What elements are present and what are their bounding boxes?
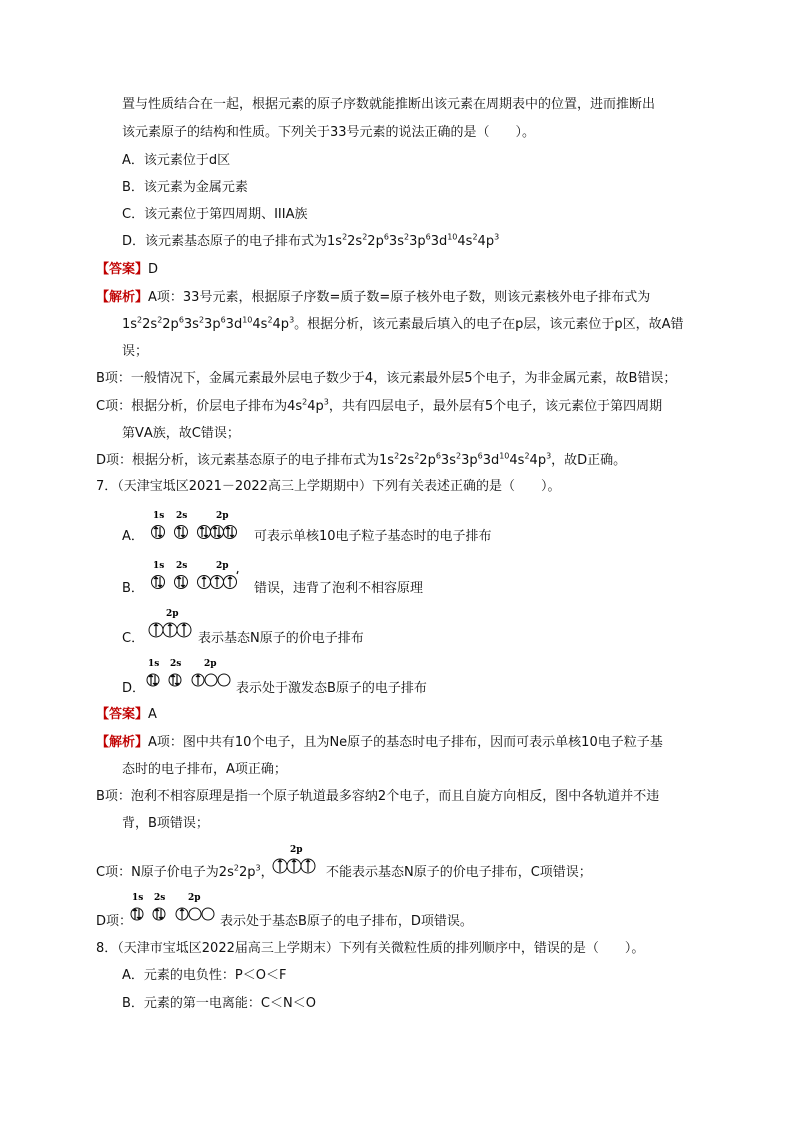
q7-option-d-text: 表示处于激发态B原子的电子排布 [236, 681, 427, 696]
q7-analysis-d-text: 表示处于基态B原子的电子排布，D项错误。 [220, 914, 473, 929]
q7-option-d-label: D． [122, 681, 146, 696]
svg-text:2p: 2p [290, 845, 303, 855]
q6-analysis-a-line1: 【解析】A项：33号元素，根据原子序数=质子数=原子核外电子数，则该元素核外电子排布式为 [96, 290, 651, 305]
q7-option-a-text: 可表示单核10电子粒子基态时的电子排布 [254, 529, 492, 544]
svg-text:2s: 2s [154, 893, 166, 903]
q6-analysis-b: B项：一般情况下，金属元素最外层电子数少于4，该元素最外层5个电子，为非金属元素，故B错误； [96, 371, 677, 386]
q6-analysis-d: D项：根据分析，该元素基态原子的电子排布式为$1s^22s^22p^63s^23p^63d^{10}4s^24p^3$，故D正确。 [96, 451, 627, 468]
q7-option-c-label: C． [122, 631, 145, 646]
q7-analysis-c-text2: 不能表示基态N原子的价电子排布，C项错误； [326, 865, 592, 880]
svg-text:2p: 2p [216, 511, 229, 521]
q6-option-d: D．该元素基态原子的电子排布式为$1s^22s^22p^63s^23p^63d^{10}4s^24p^3$ [122, 232, 500, 249]
q7-option-c-text: 表示基态N原子的价电子排布 [198, 631, 364, 646]
q7-analysis-c-text1: C项：N原子价电子为$2s^22p^3$， [96, 863, 274, 880]
svg-text:1s: 1s [148, 659, 160, 669]
svg-text:2s: 2s [176, 561, 188, 571]
q7-option-c-orbital-diagram [146, 606, 202, 642]
q7-option-a-label: A． [122, 529, 144, 544]
q6-analysis-c-line2: 第ⅤA族，故C错误； [122, 426, 240, 441]
svg-text:2p: 2p [166, 609, 179, 619]
q7-option-a-orbital-diagram [150, 508, 254, 544]
svg-text:2p: 2p [204, 659, 217, 669]
svg-text:2s: 2s [176, 511, 188, 521]
q7-analysis-a-line1: 【解析】A项：图中共有10个电子，且为Ne原子的基态时电子排布，因而可表示单核10电子粒子基 [96, 735, 663, 750]
q8-option-a: A．元素的电负性：P＜O＜F [122, 968, 287, 983]
q6-analysis-a-line3: 误； [122, 344, 149, 359]
q7-option-b-text: 错误，违背了泡利不相容原理 [254, 581, 424, 596]
q7-option-b-orbital-diagram [150, 558, 254, 594]
svg-text:1s: 1s [153, 511, 165, 521]
q8-option-b: B．元素的第一电离能：C＜N＜O [122, 996, 316, 1011]
q7-analysis-d-orbital-diagram [130, 890, 220, 926]
q7-answer: 【答案】A [96, 707, 157, 722]
svg-text:2p: 2p [216, 561, 229, 571]
q6-analysis-a-line2: $1s^22s^22p^63s^23p^63d^{10}4s^24p^3$。根据分析，该元素最后填入的电子在p层，该元素位于p区，故A错 [122, 315, 684, 332]
svg-text:2p: 2p [188, 893, 201, 903]
q6-stem-line2: 该元素原子的结构和性质。下列关于33号元素的说法正确的是（ ）。 [122, 125, 536, 140]
svg-text:2s: 2s [170, 659, 182, 669]
q7-option-d-orbital-diagram [146, 656, 236, 692]
q6-stem-line1: 置与性质结合在一起，根据元素的原子序数就能推断出该元素在周期表中的位置，进而推断出 [122, 97, 656, 112]
q6-option-b: B．该元素为金属元素 [122, 180, 248, 195]
q6-option-a: A．该元素位于d区 [122, 153, 231, 168]
svg-text:1s: 1s [153, 561, 165, 571]
q7-analysis-d-label: D项： [96, 914, 133, 929]
svg-text:1s: 1s [132, 893, 144, 903]
q7-stem: 7．（天津宝坻区2021－2022高三上学期期中）下列有关表述正确的是（ ）。 [96, 479, 561, 494]
q7-analysis-a-line2: 态时的电子排布，A项正确； [122, 762, 287, 777]
q6-answer: 【答案】D [96, 262, 159, 277]
q7-analysis-c-orbital-diagram [270, 842, 326, 878]
q7-analysis-b-line2: 背，B项错误； [122, 816, 209, 831]
q6-option-c: C．该元素位于第四周期、IIIA族 [122, 207, 308, 222]
q7-option-b-label: B． [122, 581, 144, 596]
q6-analysis-c-line1: C项：根据分析，价层电子排布为$4s^24p^3$，共有四层电子，最外层有5个电子，该元素位于第四周期 [96, 397, 663, 414]
q7-analysis-b-line1: B项：泡利不相容原理是指一个原子轨道最多容纳2个电子，而且自旋方向相反，图中各轨道并不违 [96, 789, 660, 804]
q8-stem: 8．（天津市宝坻区2022届高三上学期末）下列有关微粒性质的排列顺序中，错误的是（ ）。 [96, 941, 645, 956]
